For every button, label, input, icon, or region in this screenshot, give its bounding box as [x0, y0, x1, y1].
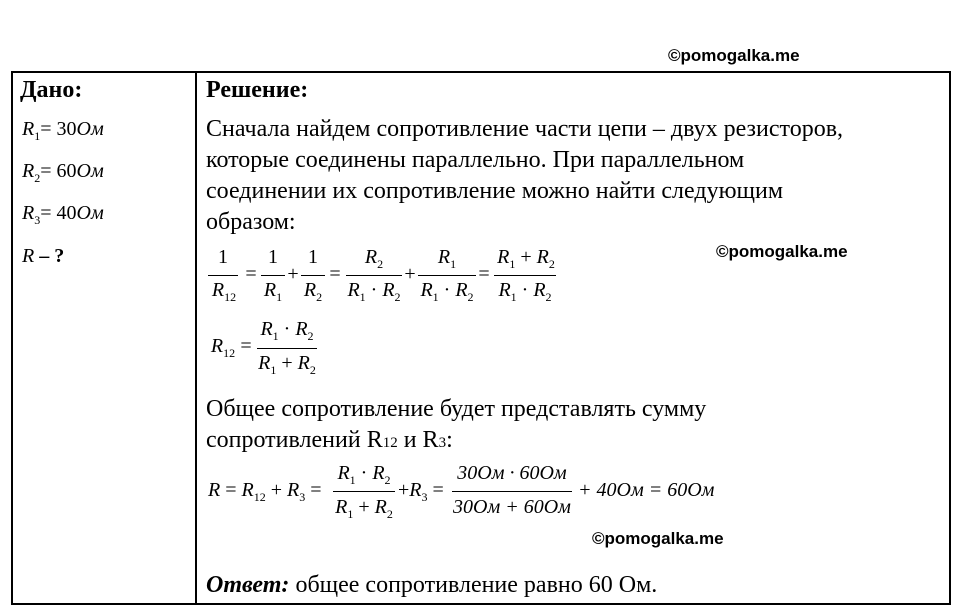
- solution-line: соединении их сопротивление можно найти следующим: [206, 178, 784, 204]
- given-unknown: R – ?: [22, 245, 65, 267]
- watermark: ©pomogalka.me: [592, 529, 724, 548]
- given-r3: $R_3= 40Ом$: [22, 202, 104, 227]
- answer: Ответ: общее сопротивление равно 60 Ом.: [206, 572, 658, 598]
- watermark: ©pomogalka.me: [716, 242, 848, 261]
- solution-line: сопротивлений R12 и R3:: [206, 427, 453, 453]
- watermark: ©pomogalka.me: [668, 46, 800, 65]
- given-r2: $R_2= 60Ом$: [22, 160, 104, 185]
- given-r1: $R_1= 30Ом$: [22, 118, 104, 143]
- solution-line: которые соединены параллельно. При параллельном: [206, 147, 745, 173]
- solution-line: Сначала найдем сопротивление части цепи – двух резисторов,: [206, 116, 844, 142]
- solution-line: Общее сопротивление будет представлять сумму: [206, 396, 707, 422]
- solution-line: образом:: [206, 209, 296, 235]
- column-divider: [195, 71, 197, 605]
- given-heading: Дано:: [20, 77, 83, 103]
- solution-heading: Решение:: [206, 77, 309, 103]
